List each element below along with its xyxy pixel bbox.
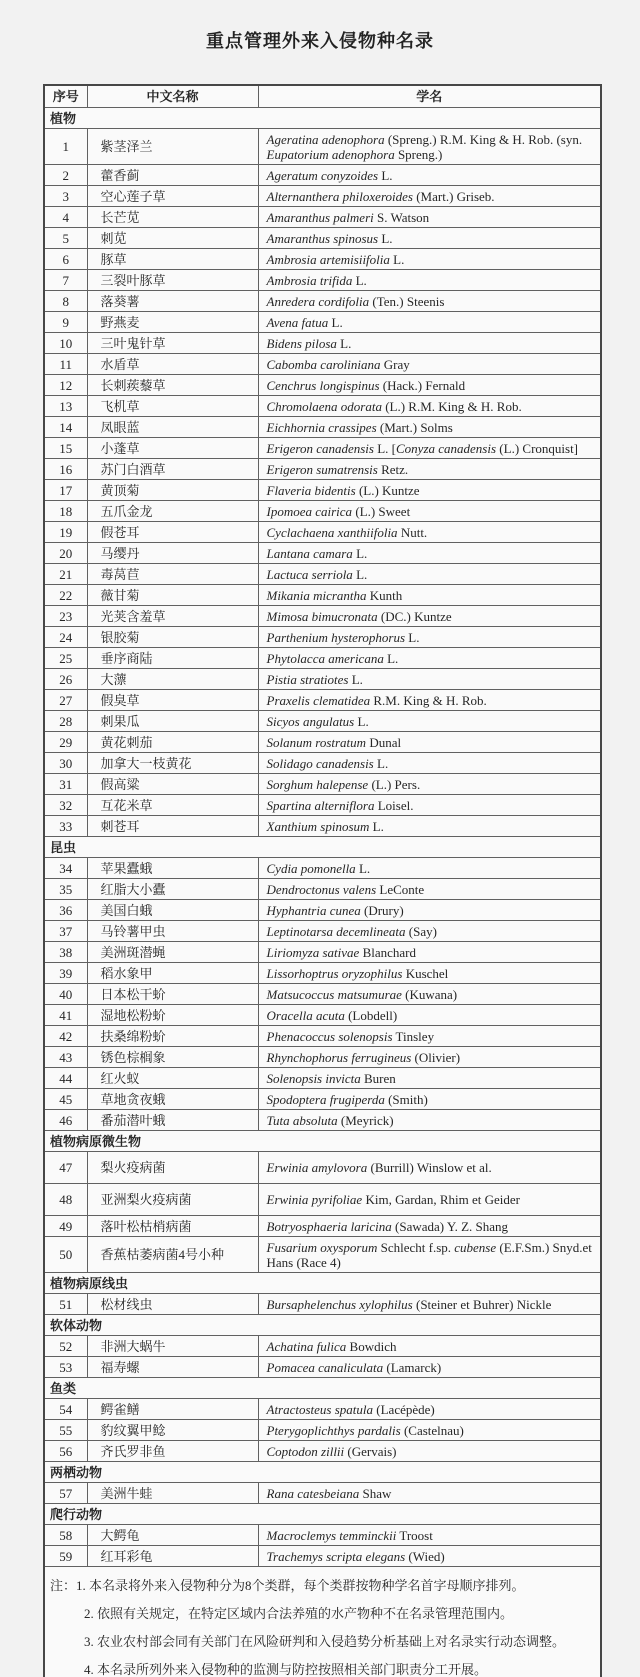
cell-cn-name: 空心莲子草 <box>87 186 258 207</box>
cell-index: 26 <box>44 669 87 690</box>
cell-cn-name: 马铃薯甲虫 <box>87 921 258 942</box>
cell-index: 22 <box>44 585 87 606</box>
note-line: 3. 农业农村部会同有关部门在风险研判和入侵趋势分析基础上对名录实行动态调整。 <box>84 1634 566 1649</box>
cell-sci-name: Spartina alterniflora Loisel. <box>258 795 601 816</box>
cell-cn-name: 锈色棕榈象 <box>87 1047 258 1068</box>
cell-sci-name: Pterygoplichthys pardalis (Castelnau) <box>258 1420 601 1441</box>
section-row <box>44 108 601 129</box>
section-row <box>44 1378 601 1399</box>
cell-index: 37 <box>44 921 87 942</box>
cell-cn-name: 银胶菊 <box>87 627 258 648</box>
table-row <box>44 129 601 165</box>
cell-cn-name: 豹纹翼甲鲶 <box>87 1420 258 1441</box>
section-label: 植物病原线虫 <box>44 1273 601 1294</box>
cell-index: 30 <box>44 753 87 774</box>
table-row <box>44 816 601 837</box>
cell-cn-name: 美洲牛蛙 <box>87 1483 258 1504</box>
cell-cn-name: 毒莴苣 <box>87 564 258 585</box>
cell-index: 55 <box>44 1420 87 1441</box>
notes-cell <box>44 1567 601 1677</box>
cell-index: 48 <box>44 1184 87 1216</box>
cell-sci-name: Atractosteus spatula (Lacépède) <box>258 1399 601 1420</box>
cell-sci-name: Fusarium oxysporum Schlecht f.sp. cubense (E.F.Sm.) Snyd.et Hans (Race 4) <box>258 1237 601 1273</box>
cell-index: 13 <box>44 396 87 417</box>
cell-sci-name: Macroclemys temminckii Troost <box>258 1525 601 1546</box>
table-row <box>44 1047 601 1068</box>
cell-sci-name: Sorghum halepense (L.) Pers. <box>258 774 601 795</box>
cell-cn-name: 野燕麦 <box>87 312 258 333</box>
cell-index: 33 <box>44 816 87 837</box>
cell-index: 6 <box>44 249 87 270</box>
cell-index: 27 <box>44 690 87 711</box>
table-body <box>44 108 601 1677</box>
table-row <box>44 375 601 396</box>
cell-sci-name: Spodoptera frugiperda (Smith) <box>258 1089 601 1110</box>
section-label: 鱼类 <box>44 1378 601 1399</box>
cell-cn-name: 松材线虫 <box>87 1294 258 1315</box>
cell-index: 46 <box>44 1110 87 1131</box>
cell-index: 3 <box>44 186 87 207</box>
cell-cn-name: 大鳄龟 <box>87 1525 258 1546</box>
cell-sci-name: Matsucoccus matsumurae (Kuwana) <box>258 984 601 1005</box>
table-row <box>44 585 601 606</box>
cell-cn-name: 落叶松枯梢病菌 <box>87 1216 258 1237</box>
cell-index: 25 <box>44 648 87 669</box>
cell-sci-name: Erwinia amylovora (Burrill) Winslow et al. <box>258 1152 601 1184</box>
cell-index: 59 <box>44 1546 87 1567</box>
species-table <box>43 84 602 1677</box>
cell-cn-name: 齐氏罗非鱼 <box>87 1441 258 1462</box>
section-label: 昆虫 <box>44 837 601 858</box>
cell-sci-name: Alternanthera philoxeroides (Mart.) Griseb. <box>258 186 601 207</box>
cell-sci-name: Erigeron sumatrensis Retz. <box>258 459 601 480</box>
section-row <box>44 1315 601 1336</box>
col-header-cn-name: 中文名称 <box>87 85 258 108</box>
section-row <box>44 1131 601 1152</box>
cell-sci-name: Botryosphaeria laricina (Sawada) Y. Z. Shang <box>258 1216 601 1237</box>
table-row <box>44 291 601 312</box>
cell-cn-name: 落葵薯 <box>87 291 258 312</box>
page-title: 重点管理外来入侵物种名录 <box>206 31 434 51</box>
cell-cn-name: 五爪金龙 <box>87 501 258 522</box>
table-row <box>44 900 601 921</box>
table-row <box>44 1110 601 1131</box>
cell-index: 43 <box>44 1047 87 1068</box>
section-label: 软体动物 <box>44 1315 601 1336</box>
cell-index: 52 <box>44 1336 87 1357</box>
cell-cn-name: 马缨丹 <box>87 543 258 564</box>
cell-index: 8 <box>44 291 87 312</box>
cell-sci-name: Solanum rostratum Dunal <box>258 732 601 753</box>
cell-cn-name: 豚草 <box>87 249 258 270</box>
cell-index: 57 <box>44 1483 87 1504</box>
table-row <box>44 543 601 564</box>
table-row <box>44 858 601 879</box>
cell-sci-name: Ipomoea cairica (L.) Sweet <box>258 501 601 522</box>
cell-sci-name: Ageratum conyzoides L. <box>258 165 601 186</box>
table-row <box>44 480 601 501</box>
cell-sci-name: Avena fatua L. <box>258 312 601 333</box>
cell-cn-name: 三叶鬼针草 <box>87 333 258 354</box>
cell-index: 20 <box>44 543 87 564</box>
cell-cn-name: 刺苍耳 <box>87 816 258 837</box>
cell-sci-name: Ageratina adenophora (Spreng.) R.M. King & H. Rob. (syn. Eupatorium adenophora Spreng.) <box>258 129 601 165</box>
cell-sci-name: Dendroctonus valens LeConte <box>258 879 601 900</box>
table-row <box>44 1026 601 1047</box>
table-row <box>44 1068 601 1089</box>
cell-sci-name: Flaveria bidentis (L.) Kuntze <box>258 480 601 501</box>
cell-cn-name: 大薸 <box>87 669 258 690</box>
table-row <box>44 312 601 333</box>
table-row <box>44 186 601 207</box>
cell-index: 23 <box>44 606 87 627</box>
cell-sci-name: Sicyos angulatus L. <box>258 711 601 732</box>
section-row <box>44 1504 601 1525</box>
cell-cn-name: 刺苋 <box>87 228 258 249</box>
cell-sci-name: Solidago canadensis L. <box>258 753 601 774</box>
cell-index: 58 <box>44 1525 87 1546</box>
cell-index: 34 <box>44 858 87 879</box>
cell-cn-name: 长刺蒺藜草 <box>87 375 258 396</box>
table-row <box>44 1546 601 1567</box>
table-row <box>44 1089 601 1110</box>
table-row <box>44 774 601 795</box>
table-row <box>44 648 601 669</box>
cell-sci-name: Rana catesbeiana Shaw <box>258 1483 601 1504</box>
cell-sci-name: Lissorhoptrus oryzophilus Kuschel <box>258 963 601 984</box>
cell-index: 32 <box>44 795 87 816</box>
table-row <box>44 921 601 942</box>
table-row <box>44 1294 601 1315</box>
cell-cn-name: 日本松干蚧 <box>87 984 258 1005</box>
cell-cn-name: 梨火疫病菌 <box>87 1152 258 1184</box>
cell-index: 50 <box>44 1237 87 1273</box>
cell-cn-name: 福寿螺 <box>87 1357 258 1378</box>
table-row <box>44 1483 601 1504</box>
section-label: 植物 <box>44 108 601 129</box>
table-row <box>44 753 601 774</box>
cell-index: 28 <box>44 711 87 732</box>
cell-cn-name: 扶桑绵粉蚧 <box>87 1026 258 1047</box>
cell-cn-name: 草地贪夜蛾 <box>87 1089 258 1110</box>
table-row <box>44 522 601 543</box>
cell-cn-name: 黄花刺茄 <box>87 732 258 753</box>
cell-index: 53 <box>44 1357 87 1378</box>
cell-cn-name: 鳄雀鳝 <box>87 1399 258 1420</box>
cell-index: 47 <box>44 1152 87 1184</box>
cell-cn-name: 稻水象甲 <box>87 963 258 984</box>
cell-sci-name: Leptinotarsa decemlineata (Say) <box>258 921 601 942</box>
cell-index: 10 <box>44 333 87 354</box>
cell-cn-name: 飞机草 <box>87 396 258 417</box>
cell-sci-name: Ambrosia trifida L. <box>258 270 601 291</box>
table-row <box>44 690 601 711</box>
cell-index: 40 <box>44 984 87 1005</box>
cell-index: 2 <box>44 165 87 186</box>
table-row <box>44 1184 601 1216</box>
table-row <box>44 942 601 963</box>
cell-cn-name: 香蕉枯萎病菌4号小种 <box>87 1237 258 1273</box>
cell-sci-name: Oracella acuta (Lobdell) <box>258 1005 601 1026</box>
cell-sci-name: Achatina fulica Bowdich <box>258 1336 601 1357</box>
table-row <box>44 1525 601 1546</box>
header-row <box>44 85 601 108</box>
table-row <box>44 270 601 291</box>
table-row <box>44 1357 601 1378</box>
cell-cn-name: 红脂大小蠹 <box>87 879 258 900</box>
cell-cn-name: 长芒苋 <box>87 207 258 228</box>
table-row <box>44 438 601 459</box>
cell-sci-name: Lactuca serriola L. <box>258 564 601 585</box>
cell-index: 14 <box>44 417 87 438</box>
cell-cn-name: 光荚含羞草 <box>87 606 258 627</box>
cell-index: 29 <box>44 732 87 753</box>
note-line: 注：1. 本名录将外来入侵物种分为8个类群，每个类群按物种学名首字母顺序排列。 <box>50 1578 525 1593</box>
note-line: 4. 本名录所列外来入侵物种的监测与防控按照相关部门职责分工开展。 <box>84 1662 488 1677</box>
section-label: 植物病原微生物 <box>44 1131 601 1152</box>
cell-sci-name: Phytolacca americana L. <box>258 648 601 669</box>
cell-sci-name: Mimosa bimucronata (DC.) Kuntze <box>258 606 601 627</box>
table-row <box>44 228 601 249</box>
table-row <box>44 1152 601 1184</box>
cell-sci-name: Liriomyza sativae Blanchard <box>258 942 601 963</box>
cell-cn-name: 水盾草 <box>87 354 258 375</box>
cell-sci-name: Erigeron canadensis L. [Conyza canadensis (L.) Cronquist] <box>258 438 601 459</box>
table-row <box>44 564 601 585</box>
cell-sci-name: Lantana camara L. <box>258 543 601 564</box>
cell-sci-name: Bidens pilosa L. <box>258 333 601 354</box>
cell-cn-name: 非洲大蜗牛 <box>87 1336 258 1357</box>
cell-cn-name: 凤眼蓝 <box>87 417 258 438</box>
cell-cn-name: 湿地松粉蚧 <box>87 1005 258 1026</box>
cell-index: 17 <box>44 480 87 501</box>
cell-index: 42 <box>44 1026 87 1047</box>
cell-sci-name: Anredera cordifolia (Ten.) Steenis <box>258 291 601 312</box>
table-row <box>44 249 601 270</box>
cell-index: 24 <box>44 627 87 648</box>
cell-cn-name: 刺果瓜 <box>87 711 258 732</box>
notes-row <box>44 1567 601 1677</box>
cell-sci-name: Praxelis clematidea R.M. King & H. Rob. <box>258 690 601 711</box>
cell-sci-name: Trachemys scripta elegans (Wied) <box>258 1546 601 1567</box>
cell-cn-name: 小蓬草 <box>87 438 258 459</box>
note-line: 2. 依照有关规定，在特定区域内合法养殖的水产物种不在名录管理范围内。 <box>84 1606 514 1621</box>
cell-cn-name: 红火蚁 <box>87 1068 258 1089</box>
cell-index: 44 <box>44 1068 87 1089</box>
table-header <box>44 85 601 108</box>
cell-index: 56 <box>44 1441 87 1462</box>
cell-index: 49 <box>44 1216 87 1237</box>
cell-sci-name: Erwinia pyrifoliae Kim, Gardan, Rhim et Geider <box>258 1184 601 1216</box>
cell-sci-name: Mikania micrantha Kunth <box>258 585 601 606</box>
table-row <box>44 333 601 354</box>
cell-index: 18 <box>44 501 87 522</box>
cell-cn-name: 黄顶菊 <box>87 480 258 501</box>
cell-sci-name: Chromolaena odorata (L.) R.M. King & H. Rob. <box>258 396 601 417</box>
cell-cn-name: 假高粱 <box>87 774 258 795</box>
cell-cn-name: 薇甘菊 <box>87 585 258 606</box>
cell-index: 7 <box>44 270 87 291</box>
table-row <box>44 879 601 900</box>
section-label: 两栖动物 <box>44 1462 601 1483</box>
table-row <box>44 207 601 228</box>
cell-sci-name: Tuta absoluta (Meyrick) <box>258 1110 601 1131</box>
cell-cn-name: 垂序商陆 <box>87 648 258 669</box>
cell-index: 9 <box>44 312 87 333</box>
section-row <box>44 1462 601 1483</box>
cell-sci-name: Xanthium spinosum L. <box>258 816 601 837</box>
cell-cn-name: 三裂叶豚草 <box>87 270 258 291</box>
cell-index: 15 <box>44 438 87 459</box>
cell-cn-name: 假苍耳 <box>87 522 258 543</box>
table-row <box>44 1420 601 1441</box>
cell-index: 19 <box>44 522 87 543</box>
cell-cn-name: 苹果蠹蛾 <box>87 858 258 879</box>
cell-index: 51 <box>44 1294 87 1315</box>
cell-index: 54 <box>44 1399 87 1420</box>
cell-index: 4 <box>44 207 87 228</box>
cell-cn-name: 藿香蓟 <box>87 165 258 186</box>
cell-sci-name: Rhynchophorus ferrugineus (Olivier) <box>258 1047 601 1068</box>
table-row <box>44 606 601 627</box>
cell-sci-name: Cenchrus longispinus (Hack.) Fernald <box>258 375 601 396</box>
cell-cn-name: 假臭草 <box>87 690 258 711</box>
cell-cn-name: 美洲斑潜蝇 <box>87 942 258 963</box>
cell-index: 39 <box>44 963 87 984</box>
cell-index: 21 <box>44 564 87 585</box>
cell-cn-name: 紫茎泽兰 <box>87 129 258 165</box>
cell-sci-name: Cabomba caroliniana Gray <box>258 354 601 375</box>
table-row <box>44 165 601 186</box>
cell-sci-name: Bursaphelenchus xylophilus (Steiner et Buhrer) Nickle <box>258 1294 601 1315</box>
cell-sci-name: Hyphantria cunea (Drury) <box>258 900 601 921</box>
col-header-index: 序号 <box>44 85 87 108</box>
table-row <box>44 627 601 648</box>
cell-sci-name: Phenacoccus solenopsis Tinsley <box>258 1026 601 1047</box>
table-row <box>44 795 601 816</box>
cell-index: 12 <box>44 375 87 396</box>
cell-index: 38 <box>44 942 87 963</box>
cell-sci-name: Cydia pomonella L. <box>258 858 601 879</box>
table-row <box>44 417 601 438</box>
table-row <box>44 984 601 1005</box>
table-row <box>44 963 601 984</box>
cell-cn-name: 加拿大一枝黄花 <box>87 753 258 774</box>
cell-sci-name: Solenopsis invicta Buren <box>258 1068 601 1089</box>
cell-cn-name: 红耳彩龟 <box>87 1546 258 1567</box>
section-row <box>44 1273 601 1294</box>
cell-sci-name: Coptodon zillii (Gervais) <box>258 1441 601 1462</box>
col-header-sci-name: 学名 <box>258 85 601 108</box>
table-row <box>44 1336 601 1357</box>
section-label: 爬行动物 <box>44 1504 601 1525</box>
section-row <box>44 837 601 858</box>
table-row <box>44 459 601 480</box>
cell-sci-name: Pomacea canaliculata (Lamarck) <box>258 1357 601 1378</box>
table-row <box>44 711 601 732</box>
table-row <box>44 1216 601 1237</box>
cell-sci-name: Parthenium hysterophorus L. <box>258 627 601 648</box>
cell-index: 41 <box>44 1005 87 1026</box>
cell-cn-name: 互花米草 <box>87 795 258 816</box>
cell-cn-name: 苏门白酒草 <box>87 459 258 480</box>
table-row <box>44 1237 601 1273</box>
table-row <box>44 501 601 522</box>
cell-index: 31 <box>44 774 87 795</box>
cell-index: 16 <box>44 459 87 480</box>
table-row <box>44 732 601 753</box>
cell-sci-name: Cyclachaena xanthiifolia Nutt. <box>258 522 601 543</box>
cell-sci-name: Eichhornia crassipes (Mart.) Solms <box>258 417 601 438</box>
cell-index: 1 <box>44 129 87 165</box>
table-row <box>44 354 601 375</box>
cell-cn-name: 亚洲梨火疫病菌 <box>87 1184 258 1216</box>
table-row <box>44 1399 601 1420</box>
table-row <box>44 396 601 417</box>
cell-sci-name: Ambrosia artemisiifolia L. <box>258 249 601 270</box>
cell-index: 5 <box>44 228 87 249</box>
cell-sci-name: Amaranthus palmeri S. Watson <box>258 207 601 228</box>
cell-index: 45 <box>44 1089 87 1110</box>
cell-cn-name: 番茄潜叶蛾 <box>87 1110 258 1131</box>
cell-sci-name: Amaranthus spinosus L. <box>258 228 601 249</box>
table-row <box>44 669 601 690</box>
table-row <box>44 1005 601 1026</box>
table-row <box>44 1441 601 1462</box>
cell-cn-name: 美国白蛾 <box>87 900 258 921</box>
cell-index: 11 <box>44 354 87 375</box>
cell-index: 35 <box>44 879 87 900</box>
cell-index: 36 <box>44 900 87 921</box>
cell-sci-name: Pistia stratiotes L. <box>258 669 601 690</box>
